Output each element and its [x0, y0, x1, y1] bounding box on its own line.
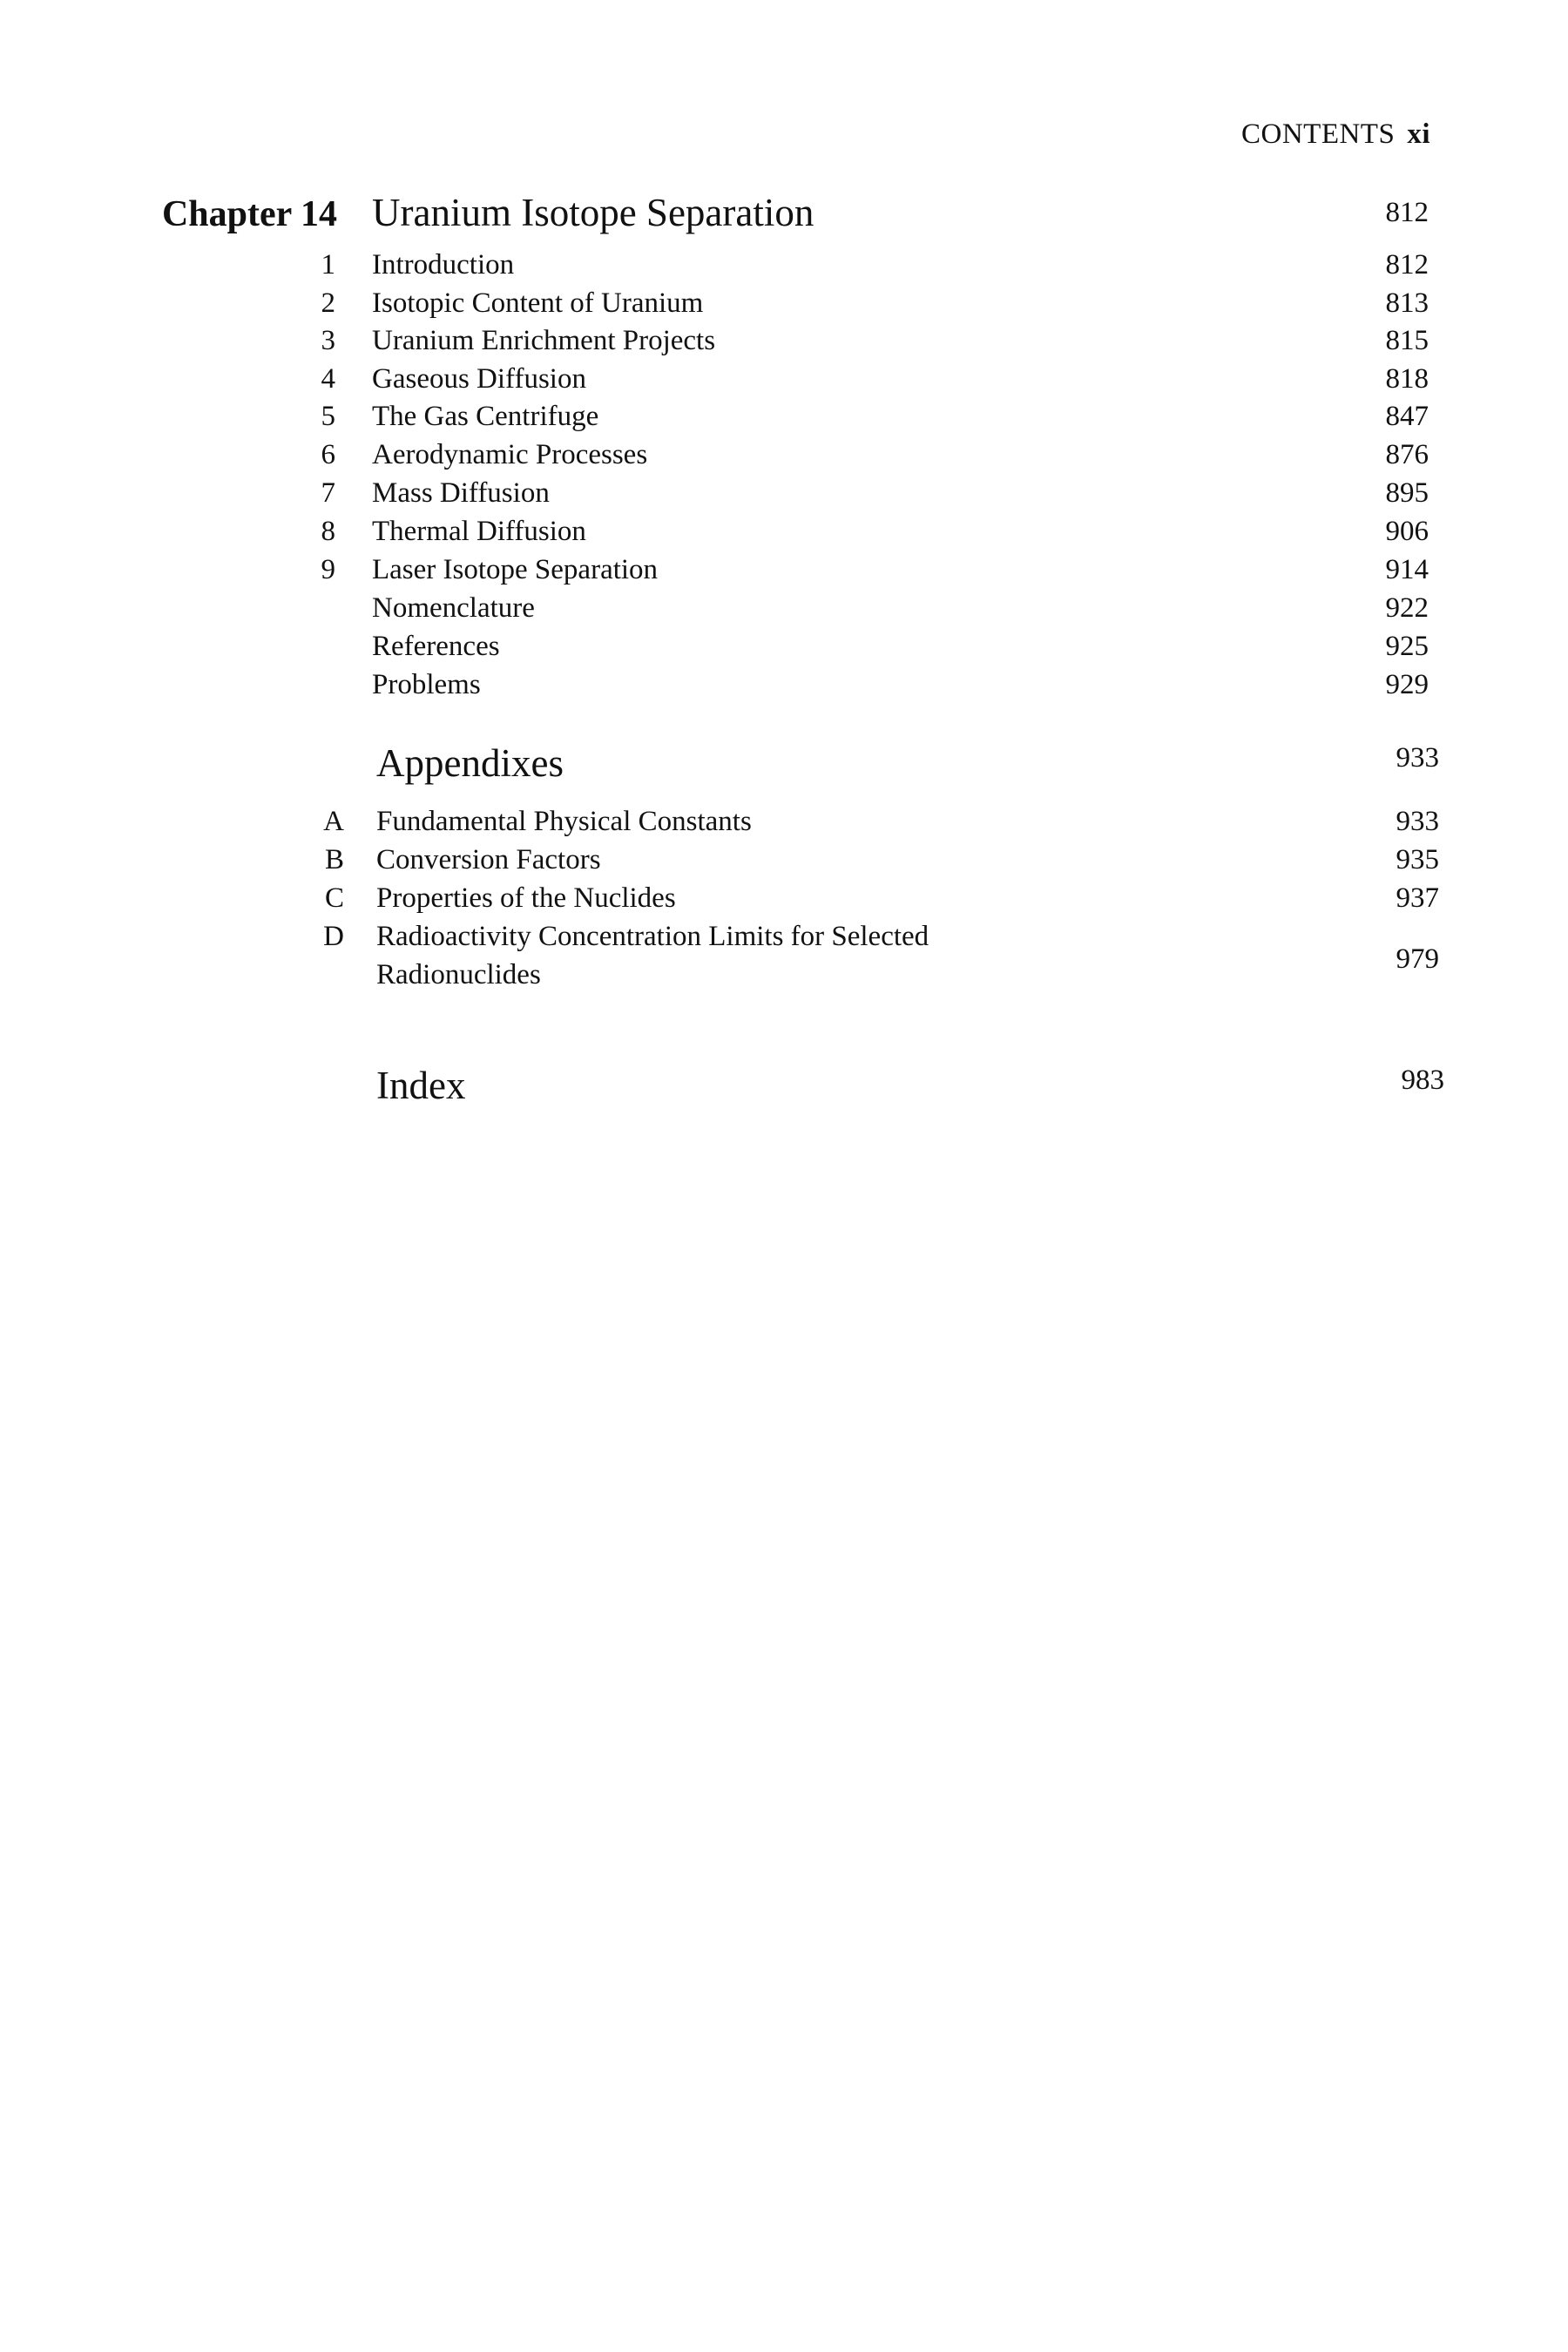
appendix-letter: D: [323, 921, 344, 952]
section-title: Isotopic Content of Uranium: [372, 287, 704, 319]
toc-entry: [0, 287, 1568, 326]
appendix-title: Fundamental Physical Constants: [376, 806, 752, 837]
appendixes-page: 933: [1396, 742, 1439, 774]
index-page: 983: [1401, 1064, 1444, 1096]
section-title: Mass Diffusion: [372, 477, 550, 509]
toc-entry: [0, 554, 1568, 592]
section-number: 2: [321, 287, 335, 319]
running-head: [1241, 118, 1430, 151]
section-page: 914: [1385, 554, 1429, 585]
page-folio: xi: [1407, 118, 1430, 150]
toc-entry: [0, 882, 1568, 921]
section-page: 876: [1385, 439, 1429, 470]
appendixes-heading: [0, 741, 1568, 785]
section-page: 812: [1385, 249, 1429, 280]
section-title: Introduction: [372, 249, 515, 280]
toc-entry: [0, 516, 1568, 554]
section-number: 8: [321, 516, 335, 547]
appendix-page: 933: [1396, 806, 1439, 837]
appendix-title: Properties of the Nuclides: [376, 882, 676, 914]
toc-entry: [0, 921, 1568, 997]
section-title: References: [372, 631, 500, 662]
section-page: 818: [1385, 363, 1429, 395]
appendix-page: 935: [1396, 844, 1439, 875]
section-number: 7: [321, 477, 335, 509]
toc-entry: [0, 325, 1568, 363]
appendix-title: Conversion Factors: [376, 844, 601, 875]
appendixes-title: Appendixes: [376, 741, 564, 785]
section-page: 815: [1385, 325, 1429, 356]
section-number: 9: [321, 554, 335, 585]
chapter-heading: [0, 191, 1568, 234]
chapter-title: Uranium Isotope Separation: [372, 191, 814, 234]
section-title: Problems: [372, 669, 481, 700]
section-page: 929: [1385, 669, 1429, 700]
section-number: 3: [321, 325, 335, 356]
section-number: 1: [321, 249, 335, 280]
section-title: Gaseous Diffusion: [372, 363, 586, 395]
appendix-title-line1: Radioactivity Concentration Limits for Selected: [376, 921, 929, 952]
toc-entry: [0, 363, 1568, 402]
section-title: Laser Isotope Separation: [372, 554, 659, 585]
section-number: 6: [321, 439, 335, 470]
section-title: Aerodynamic Processes: [372, 439, 648, 470]
section-page: 813: [1385, 287, 1429, 319]
toc-entry: [0, 844, 1568, 882]
toc-entry: [0, 806, 1568, 844]
section-title: Nomenclature: [372, 592, 535, 624]
chapter-page: 812: [1385, 197, 1429, 228]
index-heading: [0, 1064, 1568, 1107]
running-head-label: CONTENTS: [1240, 118, 1396, 150]
section-page: 847: [1385, 401, 1429, 432]
appendix-letter: C: [324, 882, 344, 914]
section-title: Uranium Enrichment Projects: [372, 325, 716, 356]
toc-entry: [0, 631, 1568, 669]
appendix-page: 937: [1396, 882, 1439, 914]
section-page: 895: [1385, 477, 1429, 509]
section-page: 906: [1385, 516, 1429, 547]
section-page: 925: [1385, 631, 1429, 662]
chapter-label: Chapter 14: [161, 194, 337, 234]
section-number: 4: [321, 363, 335, 395]
appendix-letter: B: [324, 844, 344, 875]
section-title: The Gas Centrifuge: [372, 401, 599, 432]
toc-entry: [0, 401, 1568, 439]
toc-entry: [0, 592, 1568, 631]
section-title: Thermal Diffusion: [372, 516, 586, 547]
index-title: Index: [376, 1064, 466, 1107]
appendix-page: 979: [1396, 943, 1439, 975]
toc-entry: [0, 439, 1568, 477]
appendix-title-line2: Radionuclides: [376, 959, 541, 990]
toc-entry: [0, 477, 1568, 516]
section-page: 922: [1385, 592, 1429, 624]
appendix-letter: A: [323, 806, 344, 837]
toc-entry: [0, 249, 1568, 287]
section-number: 5: [321, 401, 335, 432]
toc-entry: [0, 669, 1568, 707]
